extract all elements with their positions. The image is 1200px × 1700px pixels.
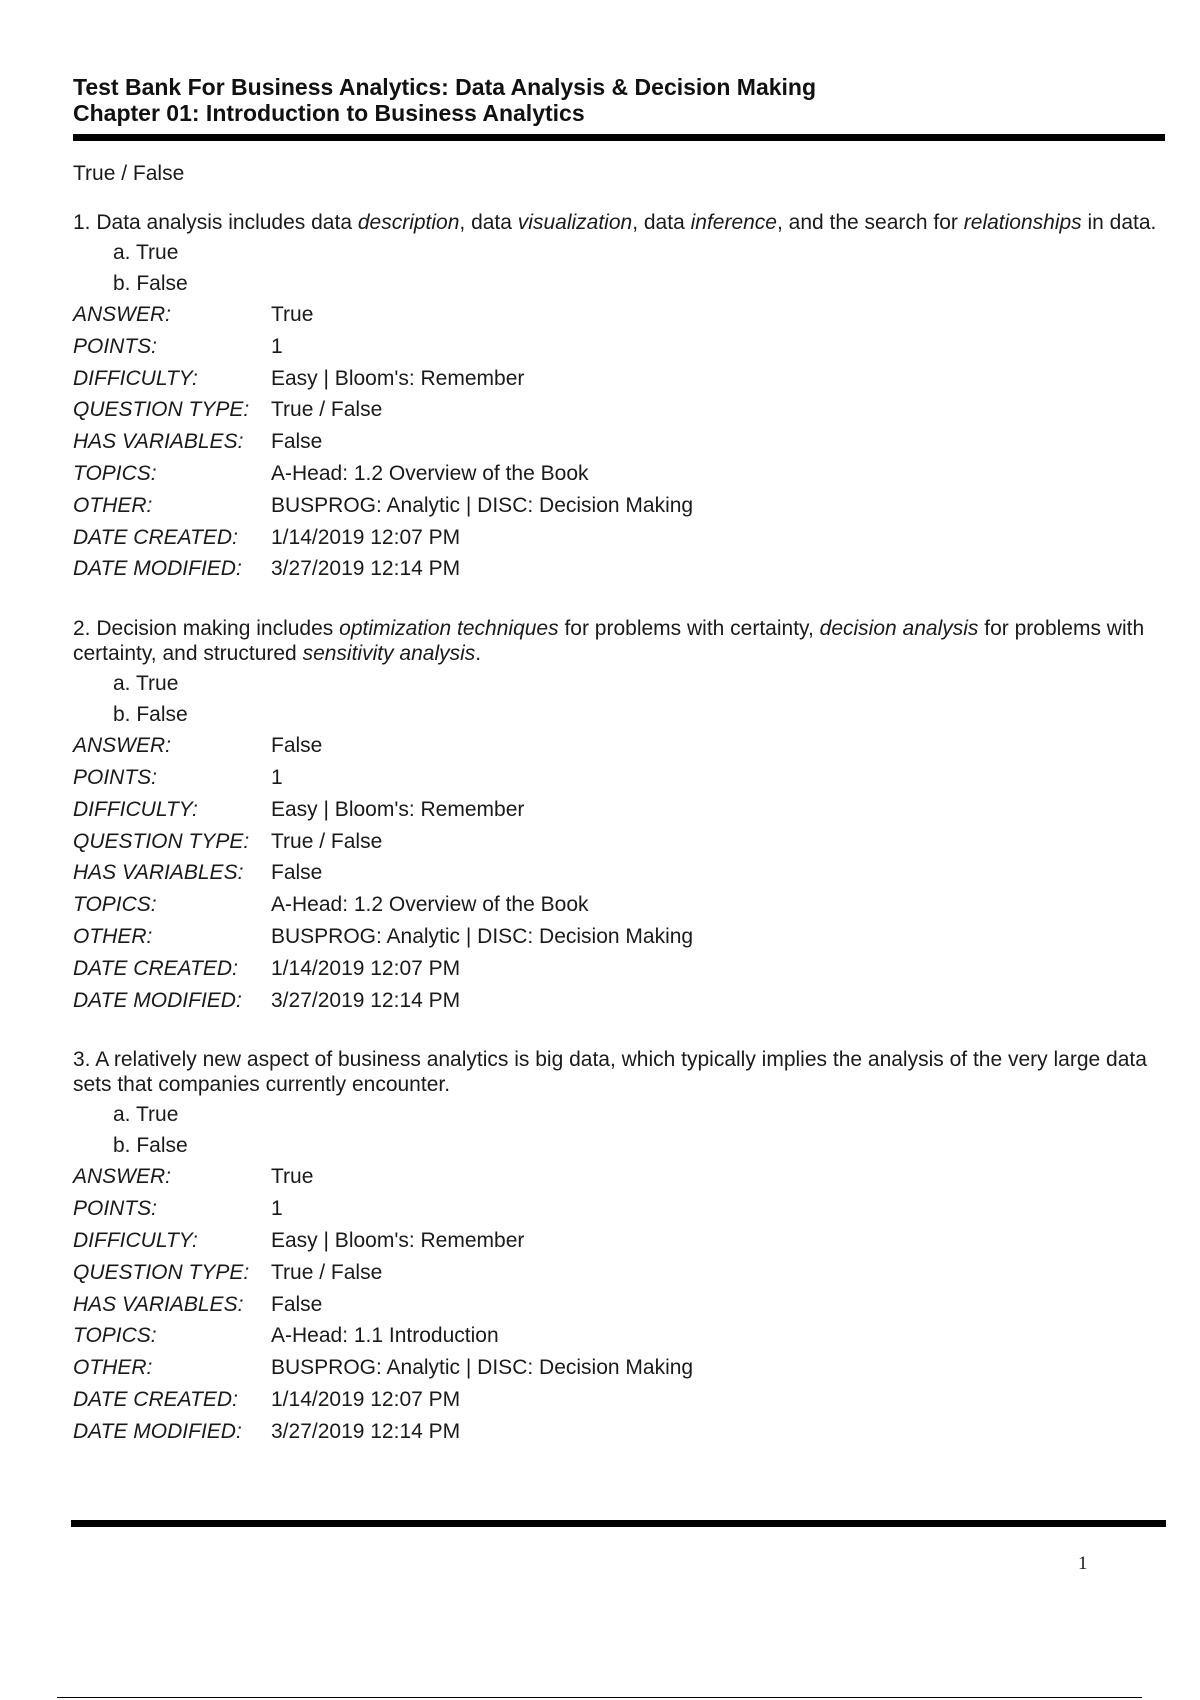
meta-row-has-variables <box>73 1289 1165 1321</box>
meta-value: True <box>271 303 314 326</box>
meta-label: QUESTION TYPE: <box>73 829 250 853</box>
answer-options <box>113 237 1165 299</box>
meta-value: False <box>271 861 323 885</box>
footer-divider <box>71 1520 1166 1527</box>
meta-label: OTHER: <box>73 1356 153 1380</box>
question-text <box>73 616 1165 666</box>
option-true: a. True <box>113 672 179 696</box>
document-title-line-2: Chapter 01: Introduction to Business Analytics <box>73 100 585 126</box>
meta-value: 3/27/2019 12:14 PM <box>271 988 461 1012</box>
meta-row-question-type <box>73 826 1165 858</box>
meta-row-date-created <box>73 953 1165 985</box>
option-true: a. True <box>113 1103 179 1127</box>
meta-label: OTHER: <box>73 493 153 517</box>
meta-label: DATE CREATED: <box>73 1387 238 1411</box>
question-text-segment: for problems with certainty, and structured <box>73 617 1145 666</box>
meta-row-difficulty <box>73 794 1165 826</box>
option-false: b. False <box>113 1134 188 1158</box>
meta-label: POINTS: <box>73 1197 158 1221</box>
meta-label: OTHER: <box>73 924 153 948</box>
meta-row-topics <box>73 889 1165 921</box>
meta-label: DATE CREATED: <box>73 525 238 549</box>
meta-row-points <box>73 331 1165 363</box>
meta-row-other <box>73 1352 1165 1384</box>
meta-label: DATE CREATED: <box>73 956 238 980</box>
meta-label: DIFFICULTY: <box>73 1228 198 1252</box>
meta-value: A-Head: 1.2 Overview of the Book <box>271 461 589 485</box>
question-text <box>73 1047 1165 1097</box>
answer-options <box>113 1099 1165 1161</box>
question-metadata <box>73 1161 1165 1447</box>
section-label: True / False <box>73 162 185 185</box>
meta-value: BUSPROG: Analytic | DISC: Decision Making <box>271 1356 694 1380</box>
meta-row-date-created <box>73 1384 1165 1416</box>
meta-value: True / False <box>271 398 383 422</box>
document-header <box>73 74 1165 141</box>
meta-value: True / False <box>271 1260 383 1284</box>
meta-label: DIFFICULTY: <box>73 797 198 821</box>
meta-row-date-modified <box>73 553 1165 585</box>
meta-row-topics <box>73 458 1165 490</box>
question-text-segment: 3. A relatively new aspect of business analytics is big data, which typically implies the analysis of the very large data sets that companies currently encounter. <box>73 1048 1147 1097</box>
question-text-segment: for problems with certainty, <box>558 617 820 641</box>
option-true: a. True <box>113 241 179 264</box>
meta-row-has-variables <box>73 426 1165 458</box>
meta-value: Easy | Bloom's: Remember <box>271 366 525 390</box>
meta-row-question-type <box>73 1257 1165 1289</box>
question-list <box>73 210 1165 1448</box>
meta-value: 3/27/2019 12:14 PM <box>271 1419 461 1443</box>
meta-value: A-Head: 1.1 Introduction <box>271 1324 499 1348</box>
meta-row-date-modified <box>73 1416 1165 1448</box>
question-text-segment: 1. Data analysis includes data <box>73 211 358 234</box>
meta-value: True / False <box>271 829 383 853</box>
meta-label: POINTS: <box>73 765 158 789</box>
question-text-segment: in data. <box>1081 211 1157 234</box>
meta-label: DATE MODIFIED: <box>73 1419 242 1443</box>
meta-label: DIFFICULTY: <box>73 366 198 390</box>
meta-row-points <box>73 762 1165 794</box>
meta-value: 1 <box>271 1197 283 1221</box>
meta-label: TOPICS: <box>73 1324 157 1348</box>
meta-label: HAS VARIABLES: <box>73 430 244 454</box>
meta-value: 1 <box>271 334 283 358</box>
meta-row-other <box>73 490 1165 522</box>
page-number: 1 <box>1078 1553 1088 1574</box>
emphasized-term: sensitivity analysis <box>302 642 476 666</box>
emphasized-term: inference <box>690 211 777 234</box>
option-false: b. False <box>113 272 188 295</box>
meta-row-answer <box>73 730 1165 762</box>
answer-options <box>113 668 1165 730</box>
question-metadata <box>73 299 1165 585</box>
page-bottom-line <box>57 1697 1142 1698</box>
question-1 <box>73 210 1165 585</box>
document-title-line-1: Test Bank For Business Analytics: Data Analysis & Decision Making <box>73 74 817 100</box>
meta-label: ANSWER: <box>73 734 172 758</box>
meta-value: 1/14/2019 12:07 PM <box>271 1387 461 1411</box>
meta-row-difficulty <box>73 363 1165 395</box>
meta-label: DATE MODIFIED: <box>73 988 242 1012</box>
meta-row-difficulty <box>73 1225 1165 1257</box>
question-text-segment: , data <box>632 211 691 234</box>
meta-label: ANSWER: <box>73 1165 172 1189</box>
question-3 <box>73 1047 1165 1447</box>
meta-value: False <box>271 734 323 758</box>
question-text-segment: , and the search for <box>776 211 964 234</box>
meta-label: QUESTION TYPE: <box>73 1260 250 1284</box>
meta-value: BUSPROG: Analytic | DISC: Decision Making <box>271 924 694 948</box>
emphasized-term: relationships <box>963 211 1082 234</box>
question-text-segment: . <box>475 642 482 666</box>
meta-row-question-type <box>73 394 1165 426</box>
emphasized-term: visualization <box>517 211 633 234</box>
meta-value: 1 <box>271 765 283 789</box>
emphasized-term: decision analysis <box>819 617 979 641</box>
meta-value: BUSPROG: Analytic | DISC: Decision Making <box>271 493 694 517</box>
meta-value: False <box>271 1292 323 1316</box>
meta-value: True <box>271 1165 314 1189</box>
question-text-segment: , data <box>459 211 518 234</box>
meta-value: False <box>271 430 323 454</box>
meta-row-points <box>73 1193 1165 1225</box>
question-metadata <box>73 730 1165 1016</box>
meta-value: Easy | Bloom's: Remember <box>271 797 525 821</box>
meta-label: ANSWER: <box>73 303 172 326</box>
meta-value: 1/14/2019 12:07 PM <box>271 525 461 549</box>
meta-value: 1/14/2019 12:07 PM <box>271 956 461 980</box>
meta-label: DATE MODIFIED: <box>73 557 242 581</box>
header-divider <box>73 134 1165 141</box>
meta-row-answer <box>73 1161 1165 1193</box>
meta-row-topics <box>73 1320 1165 1352</box>
meta-label: QUESTION TYPE: <box>73 398 250 422</box>
meta-value: 3/27/2019 12:14 PM <box>271 557 461 581</box>
meta-label: HAS VARIABLES: <box>73 861 244 885</box>
meta-label: TOPICS: <box>73 461 157 485</box>
meta-label: TOPICS: <box>73 893 157 917</box>
meta-label: POINTS: <box>73 334 158 358</box>
question-text <box>73 210 1165 235</box>
meta-row-date-modified <box>73 985 1165 1017</box>
document-page <box>73 74 1165 1448</box>
meta-value: Easy | Bloom's: Remember <box>271 1228 525 1252</box>
question-text-segment: 2. Decision making includes <box>73 617 340 641</box>
question-2 <box>73 616 1165 1016</box>
emphasized-term: optimization techniques <box>339 617 559 641</box>
meta-row-answer <box>73 299 1165 331</box>
meta-row-has-variables <box>73 857 1165 889</box>
meta-row-other <box>73 921 1165 953</box>
meta-row-date-created <box>73 522 1165 554</box>
emphasized-term: description <box>357 211 460 234</box>
option-false: b. False <box>113 703 188 727</box>
meta-value: A-Head: 1.2 Overview of the Book <box>271 893 589 917</box>
meta-label: HAS VARIABLES: <box>73 1292 244 1316</box>
